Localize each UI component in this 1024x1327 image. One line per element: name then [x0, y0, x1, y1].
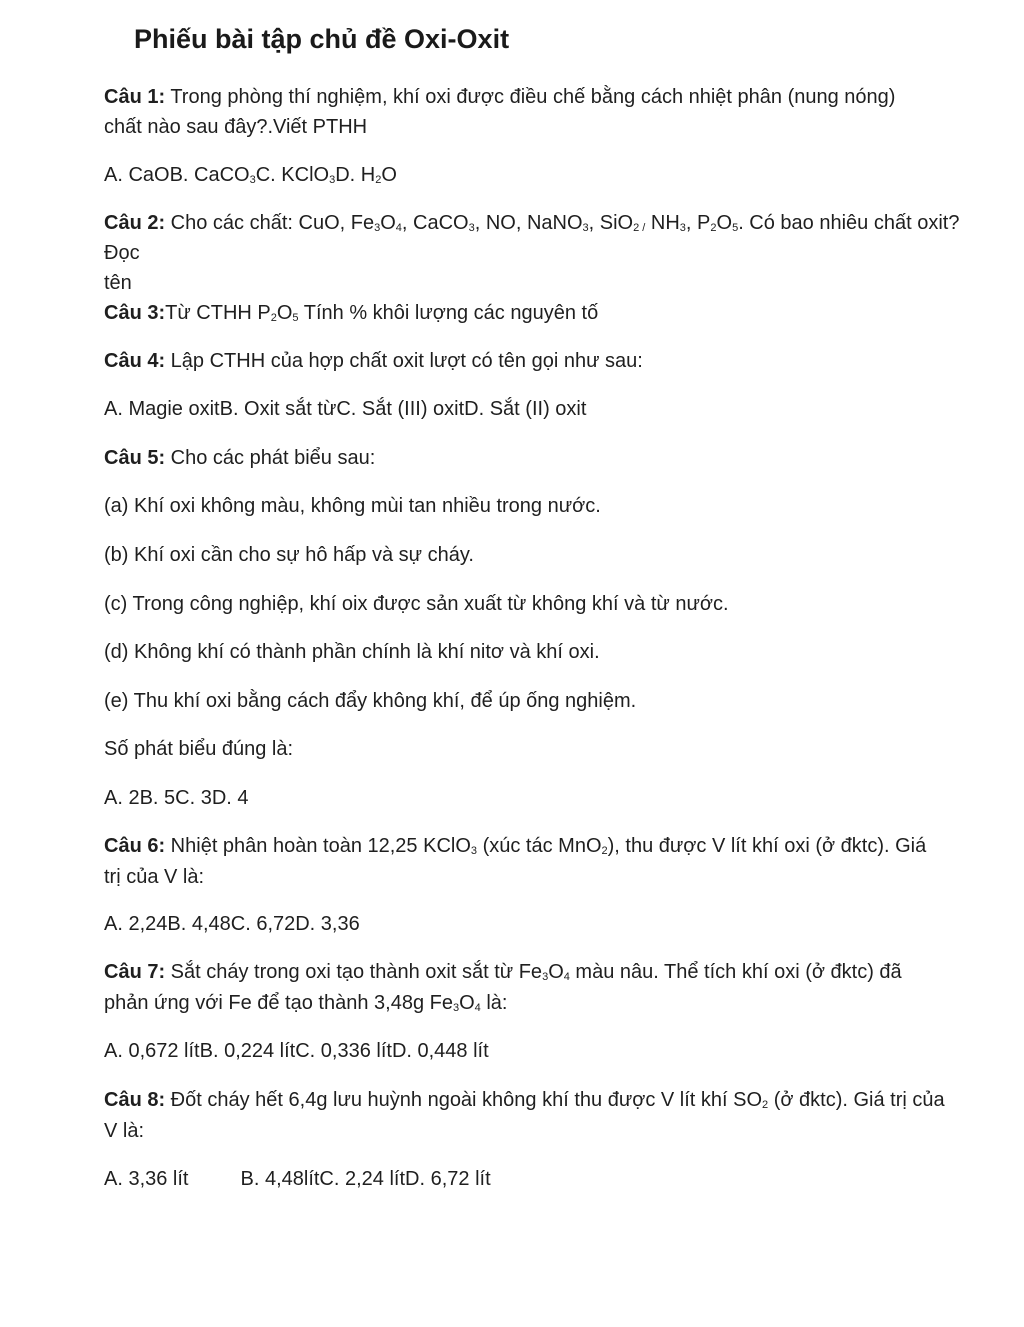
- question-8-line-2: V là:: [104, 1120, 145, 1142]
- question-label: Câu 5:: [104, 447, 166, 469]
- question-label: Câu 1:: [104, 86, 166, 108]
- question-label: Câu 6:: [104, 835, 166, 857]
- question-7-options: A. 0,672 lítB. 0,224 lítC. 0,336 lítD. 0,448 lít: [104, 1040, 489, 1062]
- question-4-options: A. Magie oxitB. Oxit sắt từC. Sắt (III) oxitD. Sắt (II) oxit: [104, 398, 587, 420]
- question-6-line-2: trị của V là:: [104, 866, 205, 888]
- question-1-options: A. CaOB. CaCO$_3$C. KClO$_3$D. $H_2O$: [104, 164, 397, 186]
- question-5-prompt: Số phát biểu đúng là:: [104, 738, 294, 760]
- question-1-line-2: chất nào sau đây?.Viết PTHH: [104, 116, 368, 138]
- statement-d: (d) Không khí có thành phần chính là khí nitơ và khí oxi.: [104, 641, 600, 663]
- question-2-line-1: Câu 2: Cho các chất: CuO, $Fe_3O_4$, CaCO$_3$, NO, NaNO$_3$, SiO$_{2 /}$ $NH_3$, $P_2O_5$. Có bao nhiêu chất oxit?: [104, 212, 960, 234]
- question-label: Câu 7:: [104, 961, 166, 983]
- page-title: Phiếu bài tập chủ đề Oxi-Oxit: [134, 24, 510, 54]
- question-8-line-1: Câu 8: Đốt cháy hết 6,4g lưu huỳnh ngoài không khí thu được V lít khí $SO_2$ (ở đktc). Giá trị của: [104, 1089, 945, 1111]
- question-label: Câu 3:: [104, 302, 166, 324]
- question-label: Câu 4:: [104, 350, 166, 372]
- question-7-line-1: Câu 7: Sắt cháy trong oxi tạo thành oxit sắt từ $Fe_3O_4$ màu nâu. Thể tích khí oxi (ở đktc) đã: [104, 961, 902, 983]
- question-3: Câu 3:Từ CTHH $P_2O_5$ Tính % khôi lượng các nguyên tố: [104, 302, 599, 324]
- statement-a: (a) Khí oxi không màu, không mùi tan nhiều trong nước.: [104, 495, 601, 517]
- statement-c: (c) Trong công nghiệp, khí oix được sản xuất từ không khí và từ nước.: [104, 593, 729, 615]
- question-1-line-1: Câu 1: Trong phòng thí nghiệm, khí oxi được điều chế bằng cách nhiệt phân (nung nóng): [104, 86, 896, 108]
- question-label: Câu 8:: [104, 1089, 166, 1111]
- question-2-line-3: tên: [104, 272, 132, 294]
- question-4: Câu 4: Lập CTHH của hợp chất oxit lượt có tên gọi như sau:: [104, 350, 643, 372]
- question-5: Câu 5: Cho các phát biểu sau:: [104, 447, 376, 469]
- question-2-line-2: Đọc: [104, 242, 140, 264]
- question-5-options: A. 2B. 5C. 3D. 4: [104, 787, 249, 809]
- question-label: Câu 2:: [104, 212, 166, 234]
- statement-b: (b) Khí oxi cần cho sự hô hấp và sự cháy.: [104, 544, 474, 566]
- question-6-options: A. 2,24B. 4,48C. 6,72D. 3,36: [104, 913, 360, 935]
- question-6-line-1: Câu 6: Nhiệt phân hoàn toàn 12,25 KClO$_3$ (xúc tác MnO$_2$), thu được V lít khí oxi (ở đktc). Giá: [104, 835, 927, 857]
- question-7-line-2: phản ứng với Fe để tạo thành 3,48g $Fe_3O_4$ là:: [104, 992, 508, 1014]
- statement-e: (e) Thu khí oxi bằng cách đẩy không khí, để úp ống nghiệm.: [104, 690, 637, 712]
- question-8-options: A. 3,36 lít B. 4,48lítC. 2,24 lítD. 6,72 lít: [104, 1168, 491, 1190]
